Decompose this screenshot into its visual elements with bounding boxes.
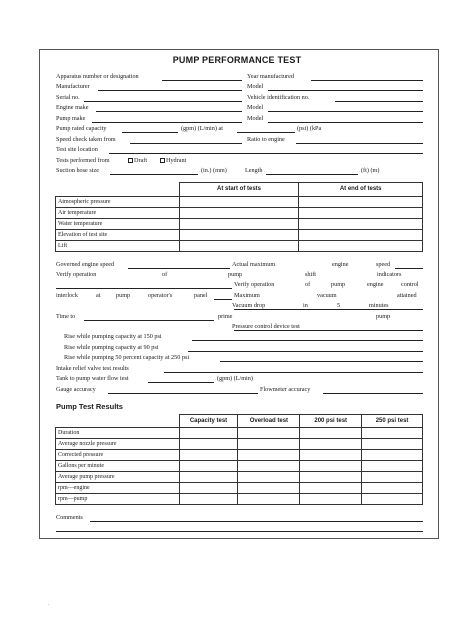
intake-relief-label: Intake relief valve test results (56, 365, 129, 372)
gpm-at-label: (gpm) (L/min) at (181, 125, 223, 132)
pump-label-2: pump (331, 281, 346, 288)
conditions-corner (56, 183, 180, 197)
rated-capacity-label: Pump rated capacity (56, 125, 107, 132)
five-label: 5 (337, 302, 341, 309)
tests-performed-label: Tests performed from (56, 157, 110, 164)
results-cell[interactable] (179, 461, 238, 472)
control-label: control (401, 281, 419, 288)
engine-label: engine (332, 261, 349, 268)
apparatus-label: Apparatus number or designation (56, 73, 139, 80)
flowmeter-accuracy-field[interactable] (323, 393, 423, 394)
actual-max-label: Actual maximum (232, 261, 276, 268)
conditions-cell[interactable] (299, 208, 423, 219)
conditions-cell[interactable] (299, 197, 423, 208)
at-label: at (96, 292, 101, 299)
serial-label: Serial no. (56, 94, 80, 101)
results-cell[interactable] (179, 450, 238, 461)
shift-indicators-field[interactable] (56, 288, 232, 289)
governed-speed-label: Governed engine speed (56, 261, 115, 268)
footer-mark: . (48, 602, 50, 607)
results-cell[interactable] (238, 461, 300, 472)
results-cell[interactable] (238, 472, 300, 483)
results-cell[interactable] (362, 450, 423, 461)
model-field-3[interactable] (268, 122, 423, 123)
results-row-label: Corrected pressure (56, 450, 180, 461)
vacuum-drop-field[interactable] (276, 309, 298, 310)
interlock-field[interactable] (214, 299, 232, 300)
rated-capacity-field[interactable] (122, 132, 178, 133)
results-row-label: Average nozzle pressure (56, 439, 180, 450)
hydrant-checkbox[interactable] (160, 158, 165, 163)
manufacturer-label: Manufacturer (56, 83, 90, 90)
pump-label-3: pump (116, 292, 131, 299)
attained-label: attained (397, 292, 417, 299)
conditions-cell[interactable] (179, 197, 299, 208)
results-cell[interactable] (238, 483, 300, 494)
maximum-label: Maximum (234, 292, 260, 299)
gauge-accuracy-field[interactable] (108, 393, 258, 394)
conditions-header-start: At start of tests (179, 183, 299, 197)
time-to-prime-field[interactable] (84, 320, 214, 321)
engine-make-field[interactable] (96, 111, 242, 112)
pressure-control-field[interactable] (234, 330, 423, 331)
panel-label: panel (194, 292, 208, 299)
model-label-3: Model (247, 115, 264, 122)
results-cell[interactable] (179, 483, 238, 494)
length-label: Length (245, 167, 263, 174)
of-label-2: of (305, 281, 311, 288)
speed-check-field[interactable] (130, 143, 242, 144)
indicators-label: indicators (377, 271, 402, 278)
serial-field[interactable] (84, 101, 242, 102)
hydrant-option[interactable] (160, 157, 186, 164)
speed-check-label: Speed check taken from (56, 136, 116, 143)
length-field[interactable] (266, 174, 358, 175)
prime-label: prime (218, 313, 233, 320)
conditions-cell[interactable] (299, 241, 423, 252)
results-cell[interactable] (362, 472, 423, 483)
conditions-cell[interactable] (179, 208, 299, 219)
pump-label-4: pump (376, 313, 391, 320)
rise-90-label: Rise while pumping capacity at 90 psi (64, 344, 159, 351)
conditions-cell[interactable] (179, 219, 299, 230)
results-header-capacity: Capacity test (179, 415, 238, 428)
conditions-cell[interactable] (299, 230, 423, 241)
tank-to-pump-field[interactable] (148, 382, 214, 383)
of-label: of (162, 271, 168, 278)
results-cell[interactable] (179, 439, 238, 450)
actual-speed-field[interactable] (395, 268, 423, 269)
results-row-label: Average pump pressure (56, 472, 180, 483)
minutes-label: minutes (369, 302, 389, 309)
results-cell[interactable] (179, 494, 238, 505)
vacuum-drop-label: Vacuum drop (232, 302, 266, 309)
pump-label: pump (228, 271, 243, 278)
results-cell[interactable] (179, 428, 238, 439)
conditions-row-label: Water temperature (56, 219, 180, 230)
test-site-field[interactable] (109, 153, 423, 154)
ratio-label: Ratio to engine (247, 136, 285, 143)
conditions-row-label: Lift (56, 241, 180, 252)
model-label-1: Model (247, 83, 264, 90)
flowmeter-accuracy-label: Flowmeter accuracy (260, 386, 311, 393)
results-cell[interactable] (362, 428, 423, 439)
test-site-label: Test site location (56, 146, 98, 153)
draft-checkbox[interactable] (128, 158, 133, 163)
pressure-control-label: Pressure control device test (232, 323, 300, 330)
results-corner (56, 415, 180, 428)
speed-label: speed (376, 261, 391, 268)
ft-m-label: (ft) (m) (361, 167, 380, 174)
results-cell[interactable] (238, 428, 300, 439)
engine-label-2: engine (367, 281, 384, 288)
results-heading: Pump Test Results (56, 402, 123, 411)
verify-operation-label-2: Verify operation (234, 281, 275, 288)
governed-speed-field[interactable] (128, 268, 230, 269)
vin-field[interactable] (335, 101, 423, 102)
results-cell[interactable] (362, 439, 423, 450)
model-field-1[interactable] (268, 90, 423, 91)
results-cell[interactable] (238, 450, 300, 461)
results-cell[interactable] (238, 494, 300, 505)
rise-150-field[interactable] (192, 340, 423, 341)
results-header-250psi: 250 psi test (362, 415, 423, 428)
results-cell[interactable] (300, 472, 362, 483)
year-label: Year manufactured (247, 73, 294, 80)
results-header-200psi: 200 psi test (300, 415, 362, 428)
results-cell[interactable] (179, 472, 238, 483)
comments-field-2[interactable] (56, 531, 423, 532)
pump-make-label: Pump make (56, 115, 86, 122)
max-vacuum-field[interactable] (234, 309, 423, 310)
results-cell[interactable] (300, 450, 362, 461)
comments-label: Comments (56, 514, 83, 521)
model-label-2: Model (247, 104, 264, 111)
suction-hose-label: Suction hose size (56, 167, 99, 174)
operators-label: operator's (148, 292, 173, 299)
results-cell[interactable] (362, 494, 423, 505)
conditions-table (55, 182, 423, 252)
conditions-row-label: Air temperature (56, 208, 180, 219)
hydrant-label: Hydrant (166, 157, 187, 164)
verify-operation-label: Verify operation (56, 271, 97, 278)
form-title: PUMP PERFORMANCE TEST (172, 55, 302, 65)
apparatus-field[interactable] (162, 80, 242, 81)
conditions-row-label: Atmospheric pressure (56, 197, 180, 208)
results-cell[interactable] (300, 483, 362, 494)
psi-kpa-label: (psi) (kPa (297, 125, 322, 132)
time-to-label: Time to (56, 313, 76, 320)
results-cell[interactable] (300, 428, 362, 439)
results-table (55, 414, 423, 505)
results-cell[interactable] (300, 439, 362, 450)
gpm-lmin-label: (gpm) (L/min) (217, 375, 253, 382)
conditions-row-label: Elevation of test site (56, 230, 180, 241)
model-field-2[interactable] (268, 111, 423, 112)
vacuum-label: vacuum (317, 292, 337, 299)
manufacturer-field[interactable] (98, 90, 242, 91)
interlock-label: interlock (56, 292, 78, 299)
results-cell[interactable] (300, 494, 362, 505)
pump-make-field[interactable] (92, 122, 242, 123)
conditions-cell[interactable] (179, 230, 299, 241)
rise-50-field[interactable] (220, 361, 423, 362)
conditions-header-end: At end of tests (299, 183, 423, 197)
rise-150-label: Rise while pumping capacity at 150 psi (64, 333, 162, 340)
suction-hose-field[interactable] (110, 174, 198, 175)
results-cell[interactable] (362, 483, 423, 494)
in-label: in (303, 302, 308, 309)
draft-label: Draft (134, 157, 148, 164)
rise-90-field[interactable] (188, 351, 423, 352)
vin-label: Vehicle identification no. (247, 94, 310, 101)
results-header-overload: Overload test (238, 415, 300, 428)
in-mm-label: (in.) (mm) (201, 167, 227, 174)
year-field[interactable] (311, 80, 423, 81)
results-row-label: rpm—engine (56, 483, 180, 494)
results-row-label: Duration (56, 428, 180, 439)
results-row-label: Gallons per minute (56, 461, 180, 472)
comments-field-1[interactable] (90, 521, 423, 522)
engine-make-label: Engine make (56, 104, 89, 111)
rise-50-label: Rise while pumping 50 percent capacity at 250 psi (64, 354, 190, 361)
draft-option[interactable] (128, 157, 147, 164)
shift-label: shift (305, 271, 317, 278)
conditions-cell[interactable] (179, 241, 299, 252)
intake-relief-field[interactable] (164, 372, 423, 373)
results-row-label: rpm—pump (56, 494, 180, 505)
results-cell[interactable] (300, 461, 362, 472)
results-cell[interactable] (238, 439, 300, 450)
ratio-field[interactable] (296, 143, 423, 144)
gauge-accuracy-label: Gauge accuracy (56, 386, 96, 393)
results-cell[interactable] (362, 461, 423, 472)
tank-to-pump-label: Tank to pump water flow test (56, 375, 129, 382)
conditions-cell[interactable] (299, 219, 423, 230)
rated-pressure-field[interactable] (237, 132, 295, 133)
